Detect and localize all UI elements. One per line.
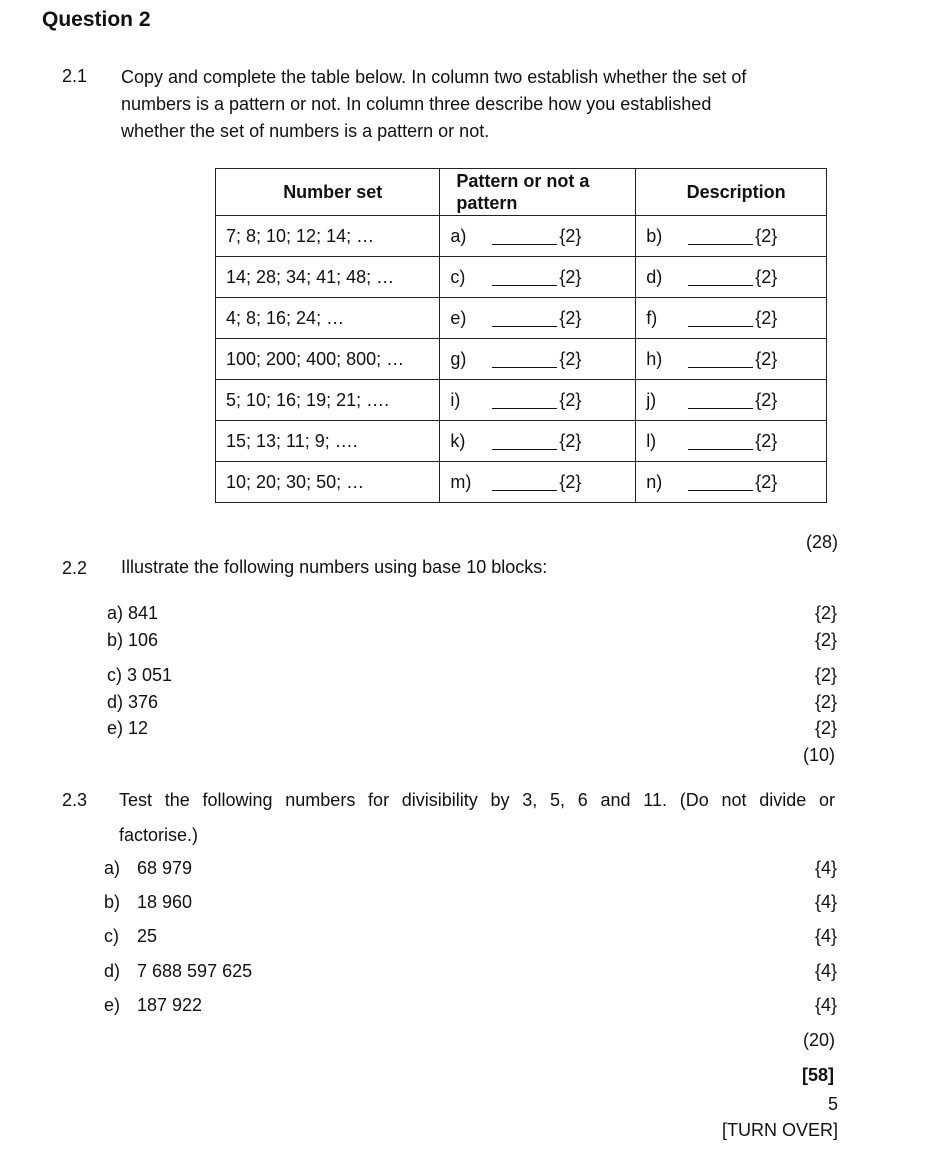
table-row bbox=[216, 421, 827, 462]
q23-item-mark: {4} bbox=[815, 858, 838, 878]
answer-label: b) bbox=[646, 225, 663, 246]
number-set-cell: 4; 8; 16; 24; … bbox=[216, 298, 440, 339]
number-set-cell: 10; 20; 30; 50; … bbox=[216, 462, 440, 503]
description-cell bbox=[636, 339, 827, 380]
answer-mark: {2} bbox=[755, 348, 778, 369]
answer-blank-line[interactable] bbox=[492, 433, 557, 450]
pattern-cell bbox=[440, 298, 636, 339]
pattern-cell bbox=[440, 421, 636, 462]
answer-label: j) bbox=[646, 389, 657, 410]
q23-item-letter: a) bbox=[104, 858, 121, 878]
question-title: Question 2 bbox=[42, 8, 151, 31]
q21-instructions bbox=[121, 64, 746, 145]
answer-mark: {2} bbox=[559, 266, 582, 287]
q23-item-letter: c) bbox=[104, 926, 119, 946]
q22-total: (10) bbox=[803, 745, 836, 765]
answer-label: e) bbox=[450, 307, 467, 328]
q23-item-letter: d) bbox=[104, 961, 121, 981]
q21-line: whether the set of numbers is a pattern or not. bbox=[121, 121, 490, 141]
answer-blank-line[interactable] bbox=[492, 474, 557, 491]
answer-label: f) bbox=[646, 307, 658, 328]
answer-blank-line[interactable] bbox=[492, 351, 557, 368]
answer-blank-line[interactable] bbox=[492, 310, 557, 327]
header-pattern: Pattern or not a pattern bbox=[440, 169, 636, 216]
answer-label: m) bbox=[450, 471, 472, 492]
answer-blank-line[interactable] bbox=[492, 269, 557, 286]
answer-mark: {2} bbox=[755, 307, 778, 328]
q22-item-mark: {2} bbox=[815, 665, 838, 685]
answer-label: d) bbox=[646, 266, 663, 287]
q21-number: 2.1 bbox=[62, 66, 88, 86]
q23-text-line1: Test the following numbers for divisibility by 3, 5, 6 and 11. (Do not divide or bbox=[119, 790, 835, 810]
q22-text: Illustrate the following numbers using base 10 blocks: bbox=[121, 557, 548, 577]
header-description: Description bbox=[636, 169, 827, 216]
answer-label: a) bbox=[450, 225, 467, 246]
q23-text-line2: factorise.) bbox=[119, 825, 199, 845]
answer-mark: {2} bbox=[559, 389, 582, 410]
answer-label: g) bbox=[450, 348, 467, 369]
q23-item-value: 187 922 bbox=[137, 995, 203, 1015]
q22-item: c) 3 051 bbox=[107, 665, 173, 685]
table-row bbox=[216, 339, 827, 380]
q21-total: (28) bbox=[805, 532, 838, 552]
answer-mark: {2} bbox=[559, 307, 582, 328]
answer-mark: {2} bbox=[559, 430, 582, 451]
description-cell bbox=[636, 462, 827, 503]
q22-item-mark: {2} bbox=[815, 630, 838, 650]
answer-blank-line[interactable] bbox=[688, 310, 753, 327]
q23-item-value: 25 bbox=[137, 926, 158, 946]
q22-item: d) 376 bbox=[107, 692, 159, 712]
pattern-cell bbox=[440, 339, 636, 380]
description-cell bbox=[636, 257, 827, 298]
answer-mark: {2} bbox=[755, 471, 778, 492]
answer-blank-line[interactable] bbox=[688, 351, 753, 368]
turn-over-footer: [TURN OVER] bbox=[722, 1120, 839, 1140]
pattern-cell bbox=[440, 216, 636, 257]
page-number: 5 bbox=[828, 1094, 839, 1114]
answer-label: c) bbox=[450, 266, 466, 287]
q22-item: b) 106 bbox=[107, 630, 159, 650]
q23-item-mark: {4} bbox=[815, 961, 838, 981]
answer-label: n) bbox=[646, 471, 663, 492]
q23-item-mark: {4} bbox=[815, 995, 838, 1015]
description-cell bbox=[636, 216, 827, 257]
header-number-set: Number set bbox=[216, 169, 440, 216]
q22-item: a) 841 bbox=[107, 603, 159, 623]
answer-mark: {2} bbox=[755, 266, 778, 287]
q23-item-mark: {4} bbox=[815, 926, 838, 946]
q22-number: 2.2 bbox=[62, 558, 88, 578]
q23-number: 2.3 bbox=[62, 790, 88, 810]
q21-line: Copy and complete the table below. In column two establish whether the set of bbox=[121, 67, 747, 87]
answer-blank-line[interactable] bbox=[688, 433, 753, 450]
answer-mark: {2} bbox=[559, 225, 582, 246]
q23-item-mark: {4} bbox=[815, 892, 838, 912]
q22-item-mark: {2} bbox=[815, 603, 838, 623]
q21-line: numbers is a pattern or not. In column three describe how you established bbox=[121, 94, 712, 114]
description-cell bbox=[636, 421, 827, 462]
q22-item-mark: {2} bbox=[815, 718, 838, 738]
q23-item-value: 18 960 bbox=[137, 892, 193, 912]
answer-blank-line[interactable] bbox=[492, 392, 557, 409]
q22-item-mark: {2} bbox=[815, 692, 838, 712]
q23-item-value: 7 688 597 625 bbox=[137, 961, 253, 981]
q22-item: e) 12 bbox=[107, 718, 149, 738]
pattern-cell bbox=[440, 462, 636, 503]
answer-mark: {2} bbox=[559, 348, 582, 369]
number-set-cell: 100; 200; 400; 800; … bbox=[216, 339, 440, 380]
table-row bbox=[216, 298, 827, 339]
answer-blank-line[interactable] bbox=[688, 392, 753, 409]
answer-label: l) bbox=[646, 430, 657, 451]
table-row bbox=[216, 380, 827, 421]
number-set-cell: 14; 28; 34; 41; 48; … bbox=[216, 257, 440, 298]
pattern-table bbox=[215, 168, 827, 503]
answer-blank-line[interactable] bbox=[688, 228, 753, 245]
table-row bbox=[216, 216, 827, 257]
answer-label: i) bbox=[450, 389, 461, 410]
q23-item-letter: b) bbox=[104, 892, 121, 912]
description-cell bbox=[636, 380, 827, 421]
number-set-cell: 5; 10; 16; 19; 21; …. bbox=[216, 380, 440, 421]
answer-label: h) bbox=[646, 348, 663, 369]
answer-mark: {2} bbox=[559, 471, 582, 492]
number-set-cell: 7; 8; 10; 12; 14; … bbox=[216, 216, 440, 257]
q23-item-letter: e) bbox=[104, 995, 121, 1015]
answer-mark: {2} bbox=[755, 430, 778, 451]
number-set-cell: 15; 13; 11; 9; …. bbox=[216, 421, 440, 462]
answer-label: k) bbox=[450, 430, 466, 451]
q23-total: (20) bbox=[803, 1030, 836, 1050]
table-row bbox=[216, 257, 827, 298]
answer-mark: {2} bbox=[755, 225, 778, 246]
answer-blank-line[interactable] bbox=[688, 269, 753, 286]
q23-item-value: 68 979 bbox=[137, 858, 193, 878]
answer-blank-line[interactable] bbox=[492, 228, 557, 245]
table-row bbox=[216, 462, 827, 503]
answer-mark: {2} bbox=[755, 389, 778, 410]
pattern-cell bbox=[440, 257, 636, 298]
description-cell bbox=[636, 298, 827, 339]
table-header-row bbox=[216, 169, 827, 216]
grand-total: [58] bbox=[802, 1065, 835, 1085]
answer-blank-line[interactable] bbox=[688, 474, 753, 491]
pattern-cell bbox=[440, 380, 636, 421]
